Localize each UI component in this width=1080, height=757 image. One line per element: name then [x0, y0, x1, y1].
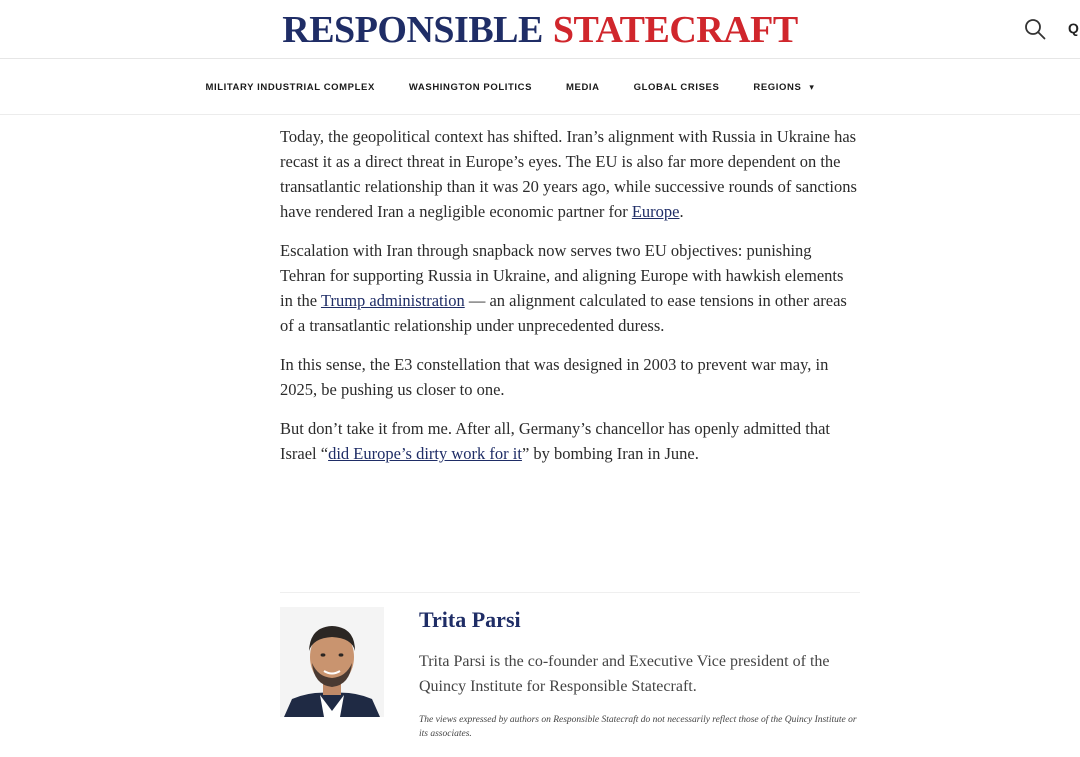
article-paragraph: Escalation with Iran through snapback now serves two EU objectives: punishing Tehran for supporting Russia in Ukraine, and aligning Europe with hawkish elements in the Trump administration — an alignment calculated to ease tensions in other areas of a transatlantic relationship under unprecedented duress. — [280, 241, 847, 335]
site-logo[interactable] — [0, 8, 1080, 52]
article-paragraph: But don’t take it from me. After all, Germany’s chancellor has openly admitted that Israel “did Europe’s dirty work for it” by bombing Iran in June. — [280, 419, 831, 463]
search-icon[interactable] — [1024, 18, 1046, 40]
logo-word-statecraft: STATECRAFT — [552, 9, 798, 51]
author-photo[interactable] — [280, 607, 384, 717]
nav-item-media[interactable] — [566, 82, 600, 93]
article-paragraph: In this sense, the E3 constellation that was designed in 2003 to prevent war may, in 2025, be pushing us closer to one. — [280, 355, 829, 399]
article-paragraph: Today, the geopolitical context has shifted. Iran’s alignment with Russia in Ukraine has recast it as a direct threat in Europe’s eyes. The EU is also far more dependent on the transatlantic relationship than it was 20 years ago, while successive rounds of sanctions have rendered Iran a negligible economic partner for Europe. — [280, 127, 857, 221]
nav-item-label: MEDIA — [566, 82, 600, 93]
site-header — [0, 0, 1080, 59]
chevron-down-icon: ▾ — [809, 82, 815, 92]
author-name[interactable]: Trita Parsi — [419, 607, 521, 632]
header-cut-text[interactable]: Q — [1068, 20, 1079, 36]
link-dirty-work[interactable]: did Europe’s dirty work for it — [328, 444, 522, 463]
link-trump-administration[interactable]: Trump administration — [320, 291, 465, 310]
author-description: Trita Parsi is the co-founder and Executive Vice president of the Quincy Institute for Responsible Statecraft. — [419, 653, 830, 695]
link-europe[interactable]: Europe — [631, 202, 680, 221]
nav-item-label: MILITARY INDUSTRIAL COMPLEX — [205, 82, 375, 93]
nav-item-label: GLOBAL CRISES — [633, 82, 720, 93]
nav-item-global-crises[interactable] — [634, 82, 720, 93]
nav-item-washington-politics[interactable] — [409, 82, 532, 93]
logo-word-responsible: RESPONSIBLE — [282, 9, 543, 51]
nav-item-military-industrial-complex[interactable] — [205, 82, 374, 93]
article-body — [280, 124, 860, 480]
nav-item-label: REGIONS — [753, 82, 802, 93]
nav-item-label: WASHINGTON POLITICS — [408, 82, 533, 93]
nav-item-regions[interactable] — [753, 82, 814, 93]
author-bio — [280, 592, 860, 752]
views-disclaimer: The views expressed by authors on Responsible Statecraft do not necessarily reflect those of the Quincy Institute or its associates. — [419, 715, 857, 739]
main-nav — [0, 60, 1080, 115]
